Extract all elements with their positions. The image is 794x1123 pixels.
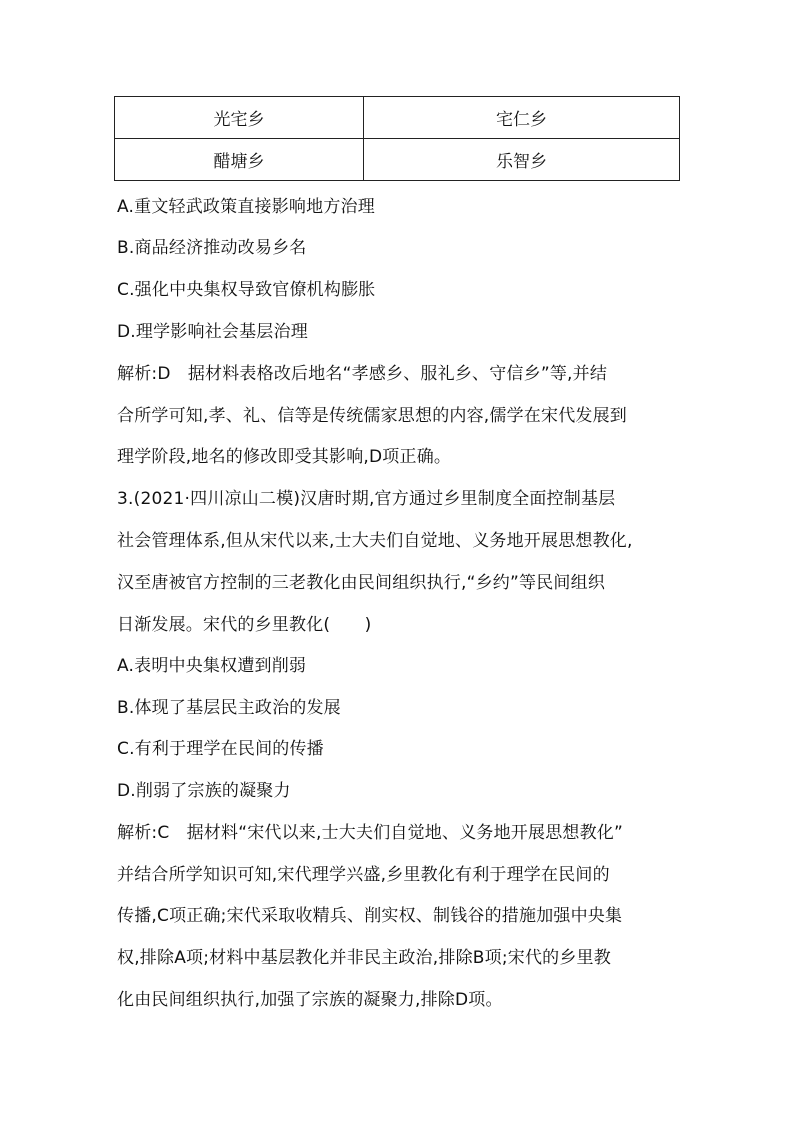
- q3-stem-line: 汉至唐被官方控制的三老教化由民间组织执行,“乡约”等民间组织: [117, 573, 606, 593]
- table-cell: 光宅乡: [115, 97, 364, 139]
- q3-stem-line: 社会管理体系,但从宋代以来,士大夫们自觉地、义务地开展思想教化,: [117, 531, 633, 551]
- q2-option-d: D.理学影响社会基层治理: [117, 322, 308, 342]
- q3-option-d: D.削弱了宗族的凝聚力: [117, 781, 291, 801]
- q3-analysis-line: 并结合所学知识可知,宋代理学兴盛,乡里教化有利于理学在民间的: [117, 865, 610, 885]
- q2-analysis-line: 理学阶段,地名的修改即受其影响,D项正确。: [117, 447, 452, 467]
- q3-analysis-line: 传播,C项正确;宋代采取收精兵、削实权、制钱谷的措施加强中央集: [117, 906, 623, 926]
- q2-option-a: A.重文轻武政策直接影响地方治理: [117, 197, 375, 217]
- table-cell: 乐智乡: [364, 139, 680, 181]
- q3-analysis-line: 权,排除A项;材料中基层教化并非民主政治,排除B项;宋代的乡里教: [117, 948, 611, 968]
- table-row: [115, 97, 680, 139]
- q2-option-b: B.商品经济推动改易乡名: [117, 238, 307, 258]
- q3-stem-line: 日渐发展。宋代的乡里教化( ): [117, 615, 372, 635]
- q2-analysis-line: 解析:D 据材料表格改后地名“孝感乡、服礼乡、守信乡”等,并结: [117, 364, 608, 384]
- q3-option-b: B.体现了基层民主政治的发展: [117, 698, 341, 718]
- table-cell: 宅仁乡: [364, 97, 680, 139]
- table-cell: 醋塘乡: [115, 139, 364, 181]
- q3-stem-line: 3.(2021·四川凉山二模)汉唐时期,官方通过乡里制度全面控制基层: [117, 489, 616, 509]
- q3-option-a: A.表明中央集权遭到削弱: [117, 656, 307, 676]
- q2-analysis-line: 合所学可知,孝、礼、信等是传统儒家思想的内容,儒学在宋代发展到: [117, 406, 628, 426]
- place-name-table: [114, 96, 680, 181]
- q2-option-c: C.强化中央集权导致官僚机构膨胀: [117, 280, 376, 300]
- q3-option-c: C.有利于理学在民间的传播: [117, 739, 324, 759]
- q3-analysis-line: 化由民间组织执行,加强了宗族的凝聚力,排除D项。: [117, 990, 503, 1010]
- q3-analysis-line: 解析:C 据材料“宋代以来,士大夫们自觉地、义务地开展思想教化”: [117, 823, 624, 843]
- table-row: [115, 139, 680, 181]
